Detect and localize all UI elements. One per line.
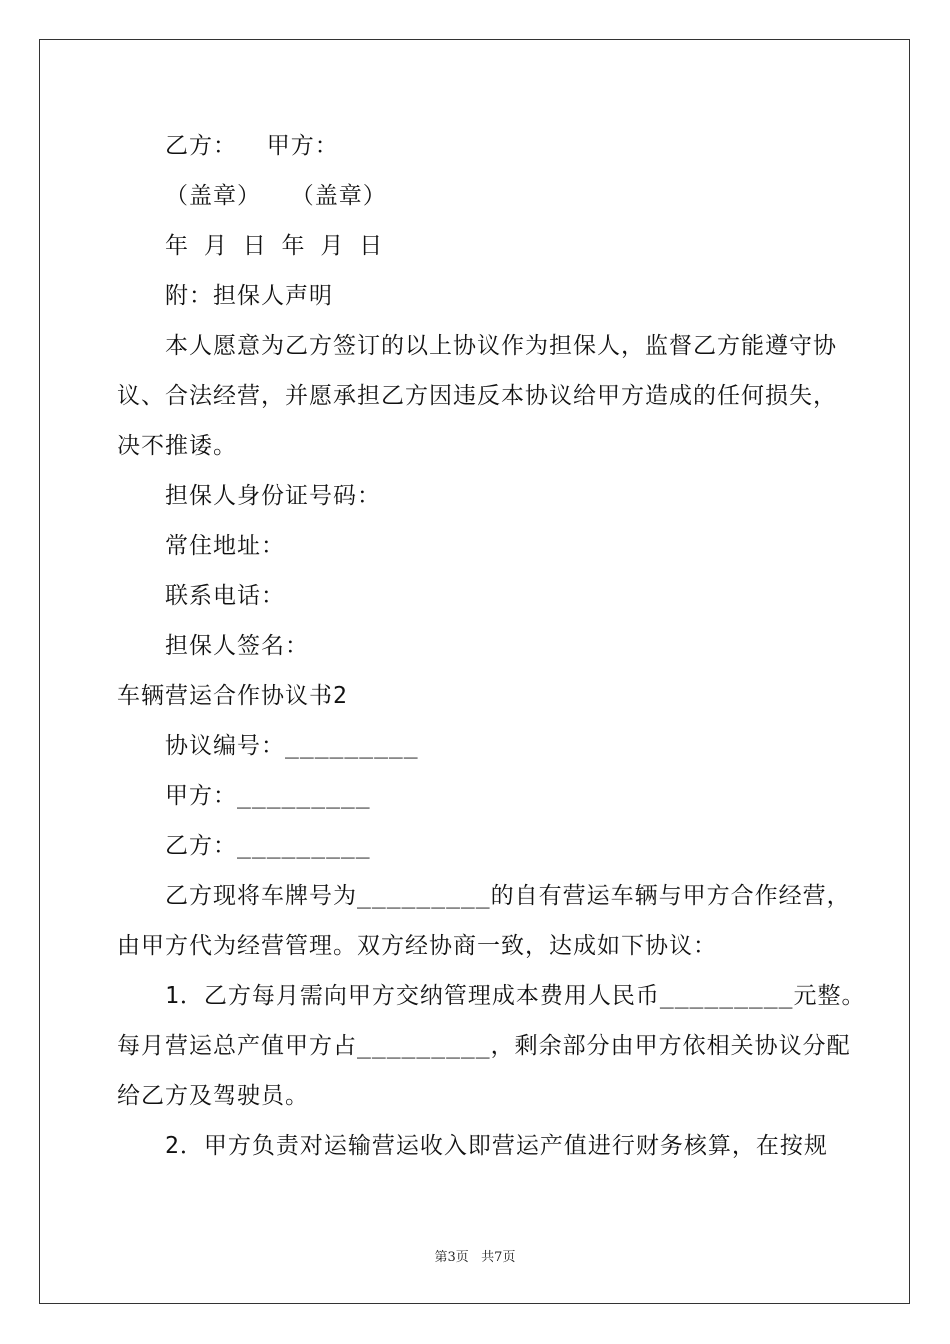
date-line: 年 月 日 年 月 日 xyxy=(165,233,384,259)
party-b-a-line: 乙方： 甲方： xyxy=(165,133,339,159)
party-b-line: 乙方：_________ xyxy=(165,833,371,859)
paragraph-line: 议、合法经营，并愿承担乙方因违反本协议给甲方造成的任何损失， xyxy=(117,383,837,409)
page-footer: 第3页 共7页 xyxy=(434,1250,516,1265)
phone-line: 联系电话： xyxy=(165,583,285,609)
paragraph-line: 本人愿意为乙方签订的以上协议作为担保人，监督乙方能遵守协 xyxy=(165,333,837,359)
section-title: 车辆营运合作协议书2 xyxy=(117,683,348,709)
paragraph-line: 由甲方代为经营管理。双方经协商一致，达成如下协议： xyxy=(117,933,717,959)
signature-line: 担保人签名： xyxy=(165,633,309,659)
party-a-line: 甲方：_________ xyxy=(165,783,371,809)
agreement-number-line: 协议编号：_________ xyxy=(165,733,419,759)
clause-2-line: 2．甲方负责对运输营运收入即营运产值进行财务核算，在按规 xyxy=(165,1133,828,1159)
address-line: 常住地址： xyxy=(165,533,285,559)
paragraph-line: 决不推诿。 xyxy=(117,433,237,459)
paragraph-line: 乙方现将车牌号为_________的自有营运车辆与甲方合作经营， xyxy=(165,883,851,909)
clause-1-line: 1．乙方每月需向甲方交纳管理成本费用人民币_________元整。 xyxy=(165,983,866,1009)
guarantor-heading: 附：担保人声明 xyxy=(165,283,333,309)
paragraph-line: 给乙方及驾驶员。 xyxy=(117,1083,309,1109)
guarantor-id-line: 担保人身份证号码： xyxy=(165,483,381,509)
paragraph-line: 每月营运总产值甲方占_________，剩余部分由甲方依相关协议分配 xyxy=(117,1033,851,1059)
seal-line: （盖章） （盖章） xyxy=(165,183,387,209)
